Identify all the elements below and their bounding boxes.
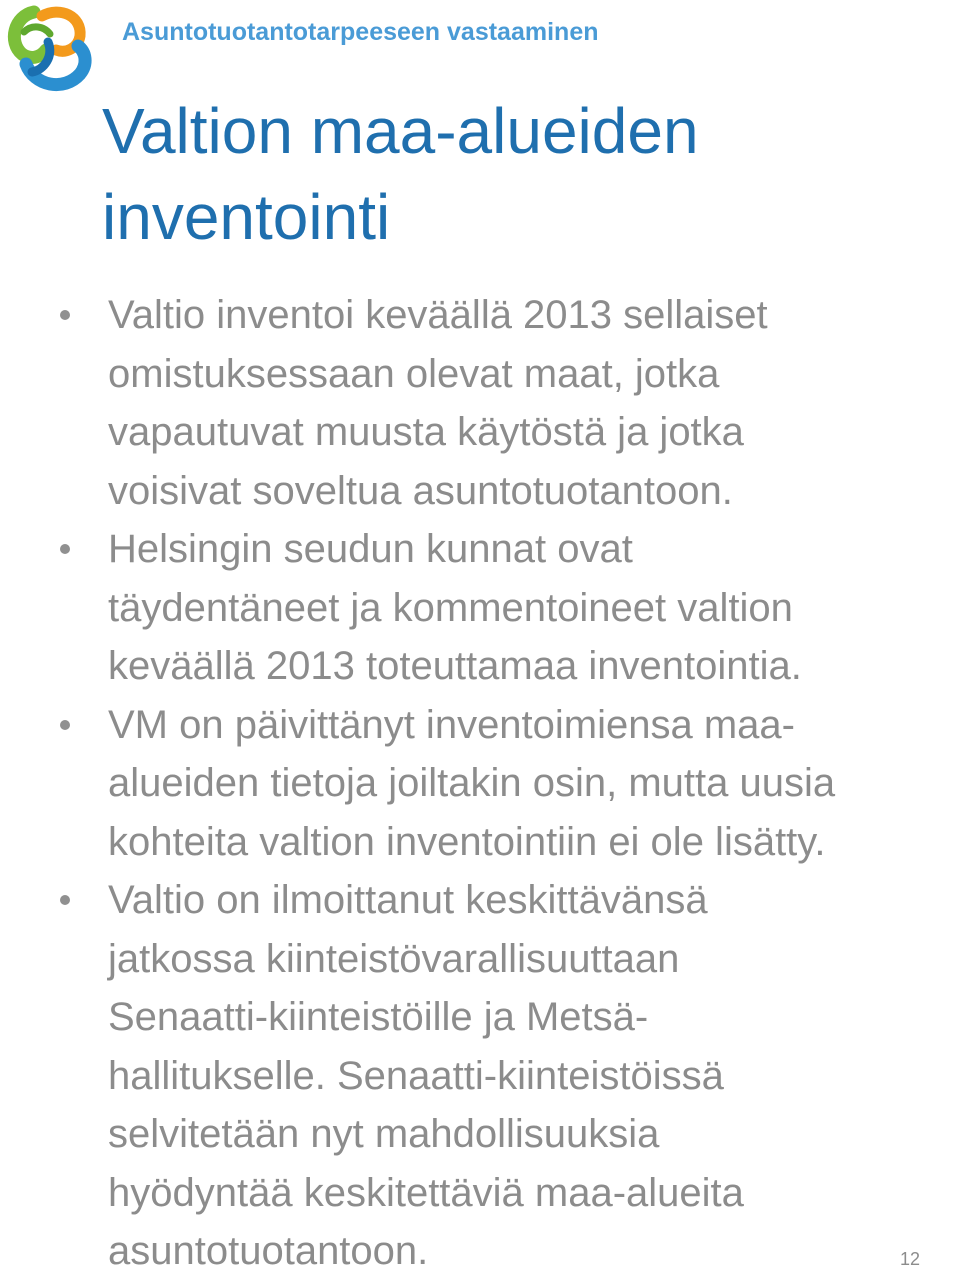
bullet-line: keväällä 2013 toteuttamaa inventointia. (108, 644, 802, 688)
slide-title-line: inventointi (102, 181, 391, 253)
bullet-line: selvitetään nyt mahdollisuuksia (108, 1112, 660, 1156)
bullet-list (0, 286, 960, 1281)
bullet-dot-icon (60, 720, 70, 730)
slide-title-line: Valtion maa-alueiden (102, 95, 699, 167)
bullet-item (0, 520, 960, 696)
bullet-dot-icon (60, 310, 70, 320)
bullet-line: hyödyntää keskitettäviä maa-alueita (108, 1170, 744, 1215)
bullet-line: voisivat soveltua asuntotuotantoon. (108, 468, 733, 513)
bullet-line: vapautuvat muusta käytöstä ja jotka (108, 410, 744, 454)
bullet-line: Helsingin seudun kunnat ovat (108, 527, 633, 571)
bullet-line: Senaatti-kiinteistöille ja Metsä- (108, 995, 649, 1039)
bullet-line: Valtio inventoi keväällä 2013 sellaiset (108, 293, 768, 337)
page-number: 12 (900, 1249, 921, 1269)
bullet-dot-icon (60, 895, 70, 905)
bullet-line: VM on päivittänyt inventoimiensa maa- (108, 702, 795, 747)
bullet-line: asuntotuotantoon. (108, 1229, 429, 1273)
bullet-dot-icon (60, 544, 70, 554)
bullet-item (0, 286, 960, 520)
header-title: Asuntotuotantotarpeeseen vastaaminen (122, 18, 599, 46)
bullet-line: Valtio on ilmoittanut keskittävänsä (108, 878, 708, 922)
bullet-line: jatkossa kiinteistövarallisuuttaan (108, 936, 680, 981)
logo-icon (4, 2, 100, 94)
bullet-item (0, 696, 960, 872)
bullet-line: hallitukselle. Senaatti-kiinteistöissä (108, 1053, 724, 1098)
bullet-line: täydentäneet ja kommentoineet valtion (108, 585, 793, 630)
bullet-line: kohteita valtion inventointiin ei ole lisätty. (108, 819, 826, 864)
bullet-line: alueiden tietoja joiltakin osin, mutta uusia (108, 761, 836, 805)
bullet-line: omistuksessaan olevat maat, jotka (108, 351, 720, 396)
bullet-item (0, 871, 960, 1281)
slide-title (102, 88, 942, 260)
